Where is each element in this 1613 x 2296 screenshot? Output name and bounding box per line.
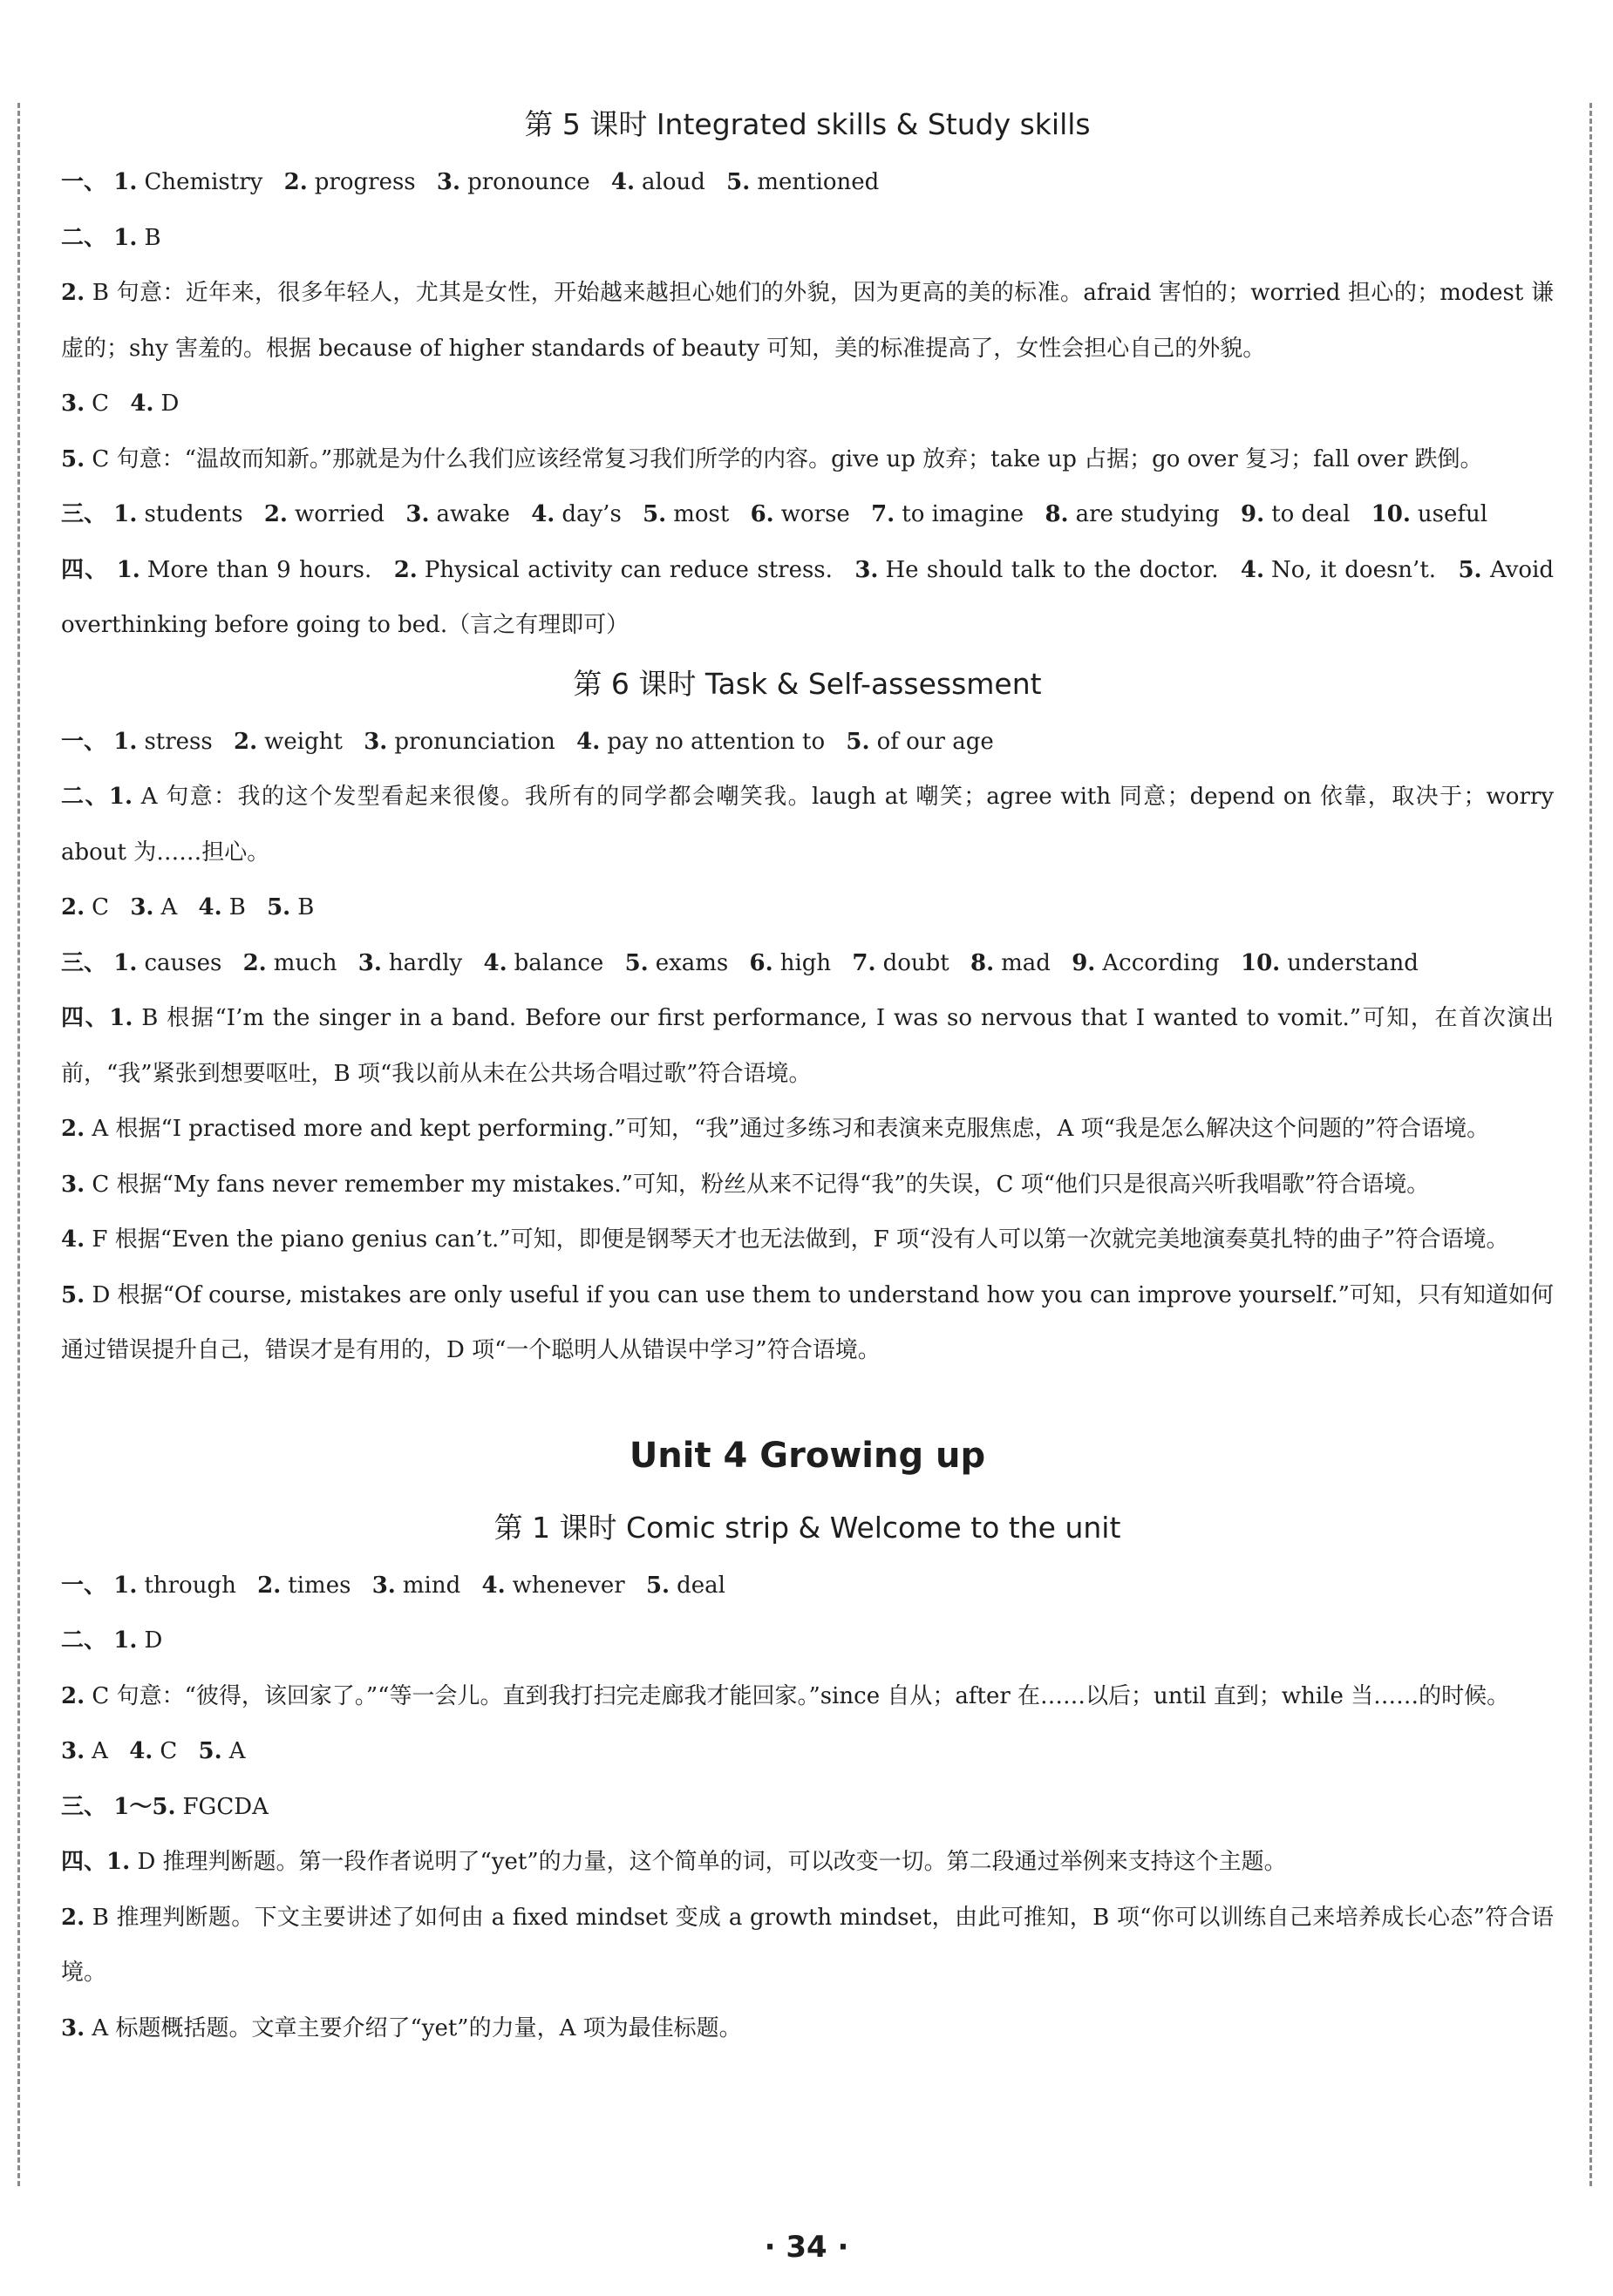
answer-item: 3. A xyxy=(130,894,178,920)
answer-item: 4. C xyxy=(129,1738,178,1764)
answer-item: 1. stress xyxy=(113,728,213,755)
lesson6-part4-q2 xyxy=(61,1102,1554,1158)
part-label: 四、 xyxy=(61,1849,107,1875)
unit4-part2-q1 xyxy=(61,1613,1554,1669)
part-label: 二、 xyxy=(61,224,107,251)
lesson6-title: 第 6 课时 Task & Self-assessment xyxy=(573,666,1042,701)
answer-item: 2. worried xyxy=(263,501,385,527)
answer-item: 4. balance xyxy=(483,949,604,976)
explanation-text: B 句意：近年来，很多年轻人，尤其是女性，开始越来越担心她们的外貌，因为更高的美的标准。afraid 害怕的；worried 担心的；modest 谦虚的；shy 害羞的。根据 because of higher standards of beauty 可知，美的标准提高了，女性会担心自己的外貌。 xyxy=(61,280,1555,362)
answer-item: 4. No, it doesn’t. xyxy=(1240,556,1437,583)
part-label: 一、 xyxy=(61,728,107,755)
answer-item: 3. mind xyxy=(371,1572,461,1599)
unit4-part4-q3 xyxy=(61,2001,1554,2057)
answer-item: 5. deal xyxy=(645,1572,725,1599)
explanation-text: A 标题概括题。文章主要介绍了“yet”的力量，A 项为最佳标题。 xyxy=(92,2014,742,2041)
answer-item: 10. useful xyxy=(1371,501,1488,527)
answer-item: 3. pronounce xyxy=(436,169,590,195)
lesson5-part4 xyxy=(61,543,1554,654)
part-label: 三、 xyxy=(61,501,107,527)
answer-item: 4. D xyxy=(130,391,180,417)
answer-item: 1. Chemistry xyxy=(113,169,263,195)
part-label: 三、 xyxy=(61,949,107,976)
section-spacer xyxy=(61,1379,1554,1414)
answer-item: 6. worse xyxy=(750,501,850,527)
answer-item: 4. pay no attention to xyxy=(576,728,826,755)
question-number: 4. xyxy=(61,1226,85,1253)
unit4-title: Unit 4 Growing up xyxy=(629,1435,986,1476)
explanation-text: D 推理判断题。第一段作者说明了“yet”的力量，这个简单的词，可以改变一切。第二段通过举例来支持这个主题。 xyxy=(137,1849,1287,1875)
question-number: 5. xyxy=(61,445,85,472)
explanation-text: A 句意：我的这个发型看起来很傻。我所有的同学都会嘲笑我。laugh at 嘲笑；agree with 同意；depend on 依靠，取决于；worry about 为……担心。 xyxy=(61,784,1555,866)
explanation-text: C 句意：“温故而知新。”那就是为什么我们应该经常复习我们所学的内容。give up 放弃；take up 占据；go over 复习；fall over 跌倒。 xyxy=(92,445,1483,472)
part-label: 四、 xyxy=(61,556,109,583)
lesson5-part1 xyxy=(61,155,1554,211)
question-number: 2. xyxy=(61,1116,85,1142)
lesson6-part4-q4 xyxy=(61,1213,1554,1268)
lesson6-part2-q1 xyxy=(61,770,1554,880)
question-number: 2. xyxy=(61,1904,85,1931)
answer-item: 1. More than 9 hours. xyxy=(116,556,372,583)
part-label: 二、 xyxy=(61,784,109,810)
answer-item: 1. through xyxy=(113,1572,236,1599)
answer-item: 8. mad xyxy=(970,949,1051,976)
answer-item: 3. pronunciation xyxy=(364,728,555,755)
question-number: 1. xyxy=(108,784,133,810)
answer-item: 3. He should talk to the doctor. xyxy=(854,556,1219,583)
lesson5-title: 第 5 课时 Integrated skills & Study skills xyxy=(524,107,1091,141)
explanation-text: C 句意：“彼得，该回家了。”“等一会儿。直到我打扫完走廊我才能回家。”since 自从；after 在……以后；until 直到；while 当……的时候。 xyxy=(92,1682,1510,1709)
unit4-lesson1-title: 第 1 课时 Comic strip & Welcome to the unit xyxy=(493,1510,1121,1545)
answer-page xyxy=(61,94,1554,2056)
question-number: 5. xyxy=(61,1281,85,1308)
part-label: 三、 xyxy=(61,1793,107,1820)
explanation-text: B 推理判断题。下文主要讲述了如何由 a fixed mindset 变成 a growth mindset，由此可推知，B 项“你可以训练自己来培养成长心态”符合语境。 xyxy=(61,1904,1555,1986)
answer-item: 1. students xyxy=(113,501,243,527)
unit4-part4-q2 xyxy=(61,1891,1554,2001)
explanation-text: C 根据“My fans never remember my mistakes.”可知，粉丝从来不记得“我”的失误，C 项“他们只是很高兴听我唱歌”符合语境。 xyxy=(92,1171,1430,1198)
lesson6-part4-q1 xyxy=(61,991,1554,1102)
answer-item: 4. B xyxy=(198,894,246,920)
answer-item: 7. doubt xyxy=(852,949,949,976)
answer-item: 10. understand xyxy=(1240,949,1419,976)
answer-item: 1. causes xyxy=(113,949,222,976)
answer-item: 2. Physical activity can reduce stress. xyxy=(393,556,833,583)
answer-item: 1～5. FGCDA xyxy=(113,1793,269,1820)
question-number: 3. xyxy=(61,1171,85,1198)
answer-item: 1. D xyxy=(113,1627,163,1654)
part-label: 一、 xyxy=(61,169,107,195)
answer-item: 1. B xyxy=(113,224,161,251)
answer-item-wrap: 5. Avoid overthinking before going to bed.（言之有理即可） xyxy=(61,556,1555,638)
lesson6-part1 xyxy=(61,715,1554,771)
answer-item: 4. aloud xyxy=(610,169,705,195)
answer-item: 3. awake xyxy=(405,501,510,527)
binding-rule-right xyxy=(1589,103,1592,2186)
question-number: 1. xyxy=(106,1849,131,1875)
answer-item: 4. day’s xyxy=(531,501,622,527)
unit4-part1 xyxy=(61,1559,1554,1614)
answer-item: 5. most xyxy=(643,501,730,527)
lesson6-part4-q5 xyxy=(61,1268,1554,1379)
part-label: 一、 xyxy=(61,1572,107,1599)
lesson5-part2-q34 xyxy=(61,377,1554,432)
answer-item: 5. of our age xyxy=(846,728,994,755)
lesson5-part2-q2 xyxy=(61,266,1554,377)
unit4-part4-q1 xyxy=(61,1835,1554,1891)
question-number: 1. xyxy=(109,1005,133,1031)
lesson5-part2-q1 xyxy=(61,211,1554,267)
unit4-part3 xyxy=(61,1780,1554,1836)
answer-item: 3. C xyxy=(61,391,110,417)
answer-item: 7. to imagine xyxy=(871,501,1024,527)
lesson5-part2-q5 xyxy=(61,432,1554,488)
question-number: 2. xyxy=(61,280,85,306)
answer-item: 9. to deal xyxy=(1241,501,1351,527)
part-label: 二、 xyxy=(61,1627,107,1654)
answer-item: 5. exams xyxy=(624,949,729,976)
answer-item: 2. weight xyxy=(234,728,343,755)
explanation-text: B 根据“I’m the singer in a band. Before our first performance, I was so nervous that I wanted to vomit.”可知，在首次演出前，“我”紧张到想要呕吐，B 项“我以前从未在公共场合唱过歌”符合语境。 xyxy=(61,1005,1554,1087)
answer-item: 3. A xyxy=(61,1738,108,1764)
lesson6-part4-q3 xyxy=(61,1158,1554,1213)
answer-item: 2. much xyxy=(242,949,337,976)
unit4-part2-rest xyxy=(61,1724,1554,1780)
answer-item: 4. whenever xyxy=(481,1572,625,1599)
part-label: 四、 xyxy=(61,1005,110,1031)
question-number: 2. xyxy=(61,1682,85,1709)
answer-item: 5. B xyxy=(267,894,315,920)
answer-item: 2. progress xyxy=(283,169,416,195)
answer-item: 8. are studying xyxy=(1045,501,1220,527)
question-number: 3. xyxy=(61,2014,85,2041)
answer-item: 5. A xyxy=(198,1738,246,1764)
explanation-text: D 根据“Of course, mistakes are only useful if you can use them to understand how you can improve yourself.”可知，只有知道如何通过错误提升自己，错误才是有用的，D 项“一个聪明人从错误中学习”符合语境。 xyxy=(61,1281,1554,1363)
binding-rule-left xyxy=(17,103,20,2186)
answer-item: 5. mentioned xyxy=(726,169,880,195)
answer-item: 2. times xyxy=(257,1572,351,1599)
unit4-part2-q2 xyxy=(61,1669,1554,1725)
answer-item: 3. hardly xyxy=(357,949,463,976)
lesson6-part3 xyxy=(61,936,1554,992)
page-number: · 34 · xyxy=(764,2230,849,2265)
lesson5-part3 xyxy=(61,487,1554,543)
answer-item: 2. C xyxy=(61,894,110,920)
answer-item: 9. According xyxy=(1072,949,1220,976)
explanation-text: A 根据“I practised more and kept performing.”可知，“我”通过多练习和表演来克服焦虑，A 项“我是怎么解决这个问题的”符合语境。 xyxy=(92,1116,1490,1142)
lesson6-part2-rest xyxy=(61,880,1554,936)
explanation-text: F 根据“Even the piano genius can’t.”可知，即便是钢琴天才也无法做到，F 项“没有人可以第一次就完美地演奏莫扎特的曲子”符合语境。 xyxy=(92,1226,1509,1253)
answer-item: 6. high xyxy=(749,949,832,976)
